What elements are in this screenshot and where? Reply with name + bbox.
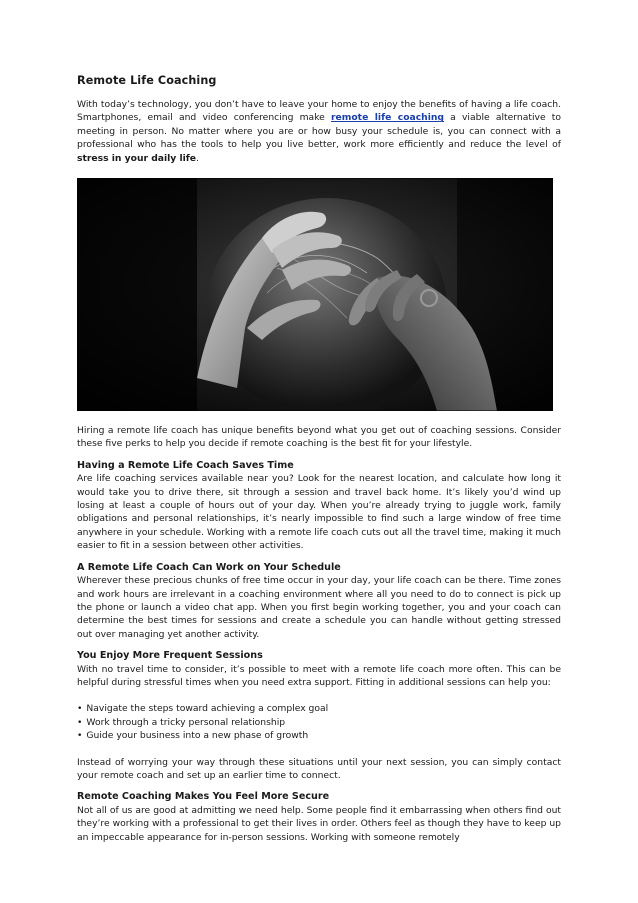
bullet-text: Work through a tricky personal relationship <box>86 716 286 728</box>
section-body-saves-time: Are life coaching services available near you? Look for the nearest location, and calculate how long it would take you to drive there, sit through a session and travel back home. It’s likely you’d wind up losing at least a couple of hours out of your day. When you’re already trying to juggle work, family obligations and personal relationships, it’s nearly impossible to find such a large window of free time anywhere in your schedule. Working with a remote life coach cuts out all the travel time, making it much easier to fit in a session between other activities. <box>77 473 561 552</box>
intro-text-3: . <box>196 152 199 164</box>
bullet-item <box>77 729 561 742</box>
section-heading-schedule: A Remote Life Coach Can Work on Your Schedule <box>77 561 341 573</box>
intro-paragraph <box>77 98 561 165</box>
stressed-person-photo <box>77 178 553 411</box>
bullet-item <box>77 702 561 715</box>
bullet-icon: • <box>77 730 83 742</box>
article <box>77 74 561 844</box>
section-heading-secure: Remote Coaching Makes You Feel More Secure <box>77 791 330 803</box>
bullet-icon: • <box>77 716 83 728</box>
remote-life-coaching-link[interactable]: remote life coaching <box>331 112 444 124</box>
intro-text-1: With today’s technology, you don’t have to leave your home to enjoy the benefits of having a life coach. Smartphones, email and video conferencing make <box>77 99 561 124</box>
section-body-schedule: Wherever these precious chunks of free time occur in your day, your life coach can be there. Time zones and work hours are irrelevant in a coaching environment where all you need to do to connect is pick up the phone or launch a video chat app. When you first begin working together, you and your coach can determine the best times for sessions and create a schedule you can handle without getting stressed out over managing yet another activity. <box>77 575 561 640</box>
benefits-intro-paragraph: Hiring a remote life coach has unique benefits beyond what you get out of coaching sessions. Consider these five perks to help you decide if remote coaching is the best fit for your lifestyle. <box>77 425 561 450</box>
bullet-text: Navigate the steps toward achieving a complex goal <box>86 703 329 715</box>
section-heading-saves-time: Having a Remote Life Coach Saves Time <box>77 459 294 471</box>
section-body-frequent-sessions: With no travel time to consider, it’s possible to meet with a remote life coach more often. This can be helpful during stressful times when you need extra support. Fitting in additional sessions can help you: <box>77 663 561 688</box>
intro-text-2: a viable alternative to meeting in person. No matter where you are or how busy your schedule is, you can connect with a professional who has the tools to help you live better, work more efficiently and reduce the level of <box>77 112 562 151</box>
bullet-text: Guide your business into a new phase of growth <box>86 730 309 742</box>
bullet-item <box>77 716 561 729</box>
intro-bold-text: stress in your daily life <box>77 152 197 164</box>
section-body-secure: Not all of us are good at admitting we need help. Some people find it embarrassing when others find out they’re working with a professional to get their lives in order. Others feel as though they have to keep up an impeccable appearance for in-person sessions. Working with someone remotely <box>77 804 562 843</box>
after-bullets-paragraph: Instead of worrying your way through these situations until your next session, you can simply contact your remote coach and set up an earlier time to connect. <box>77 756 561 781</box>
article-title: Remote Life Coaching <box>77 74 217 87</box>
bullet-icon: • <box>77 703 83 715</box>
section-heading-frequent-sessions: You Enjoy More Frequent Sessions <box>77 650 263 662</box>
benefits-bullet-list <box>77 702 561 742</box>
